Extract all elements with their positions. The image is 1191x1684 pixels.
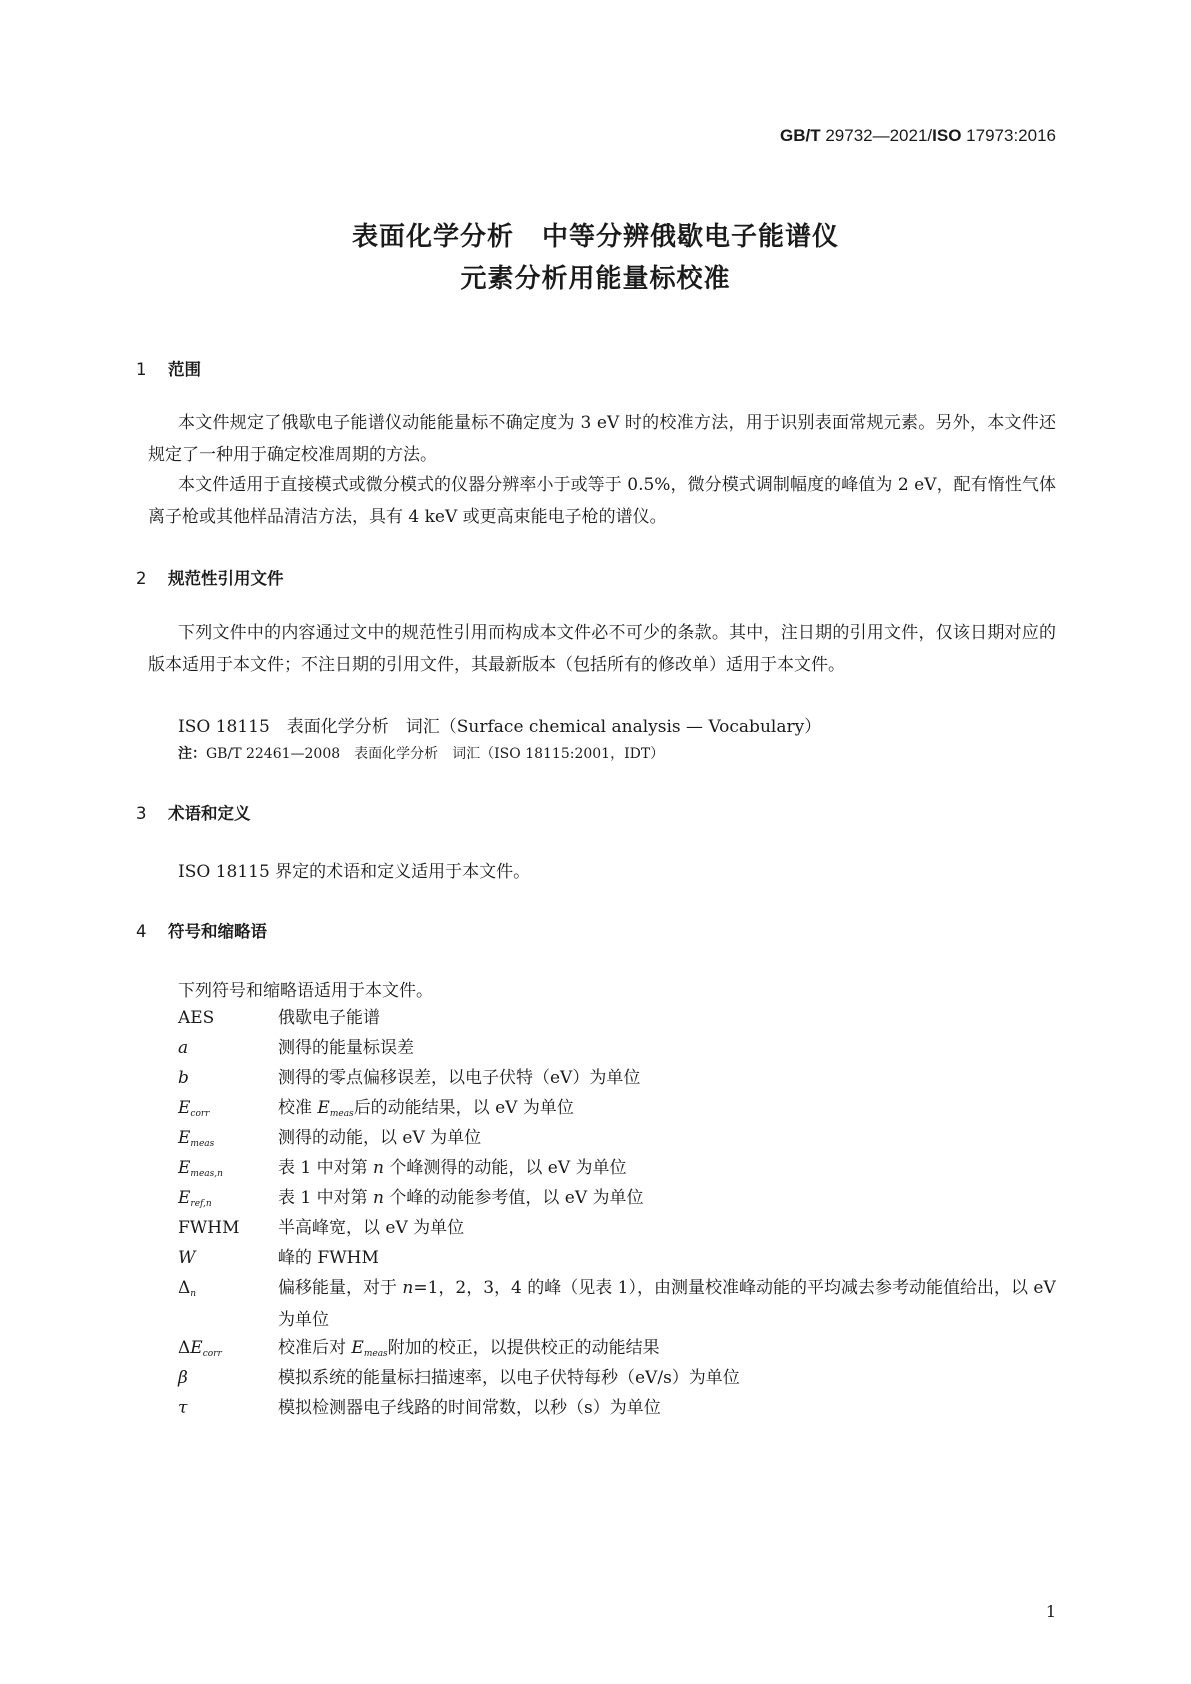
normative-reference: ISO 18115 表面化学分析 词汇（Surface chemical analysis — Vocabulary） xyxy=(178,717,822,737)
section-2-heading: 2 规范性引用文件 xyxy=(136,569,284,588)
section-4-intro: 下列符号和缩略语适用于本文件。 xyxy=(178,981,433,1001)
section-4-heading: 4 符号和缩略语 xyxy=(136,922,267,941)
section-3-paragraph-1: ISO 18115 界定的术语和定义适用于本文件。 xyxy=(178,862,531,882)
section-2-paragraph-1: 下列文件中的内容通过文中的规范性引用而构成本文件必不可少的条款。其中，注日期的引用文件，仅该日期对应的版本适用于本文件；不注日期的引用文件，其最新版本（包括所有的修改单）适用于本文件。 xyxy=(148,623,1056,675)
section-1-heading: 1 范围 xyxy=(136,360,201,379)
section-1-paragraph-1: 本文件规定了俄歇电子能谱仪动能能量标不确定度为 3 eV 时的校准方法，用于识别表面常规元素。另外，本文件还规定了一种用于确定校准周期的方法。 xyxy=(148,413,1056,465)
document-title-line2: 元素分析用能量标校准 xyxy=(460,264,731,294)
section-1-paragraph-2: 本文件适用于直接模式或微分模式的仪器分辨率小于或等于 0.5%，微分模式调制幅度的峰值为 2 eV，配有惰性气体离子枪或其他样品清洁方法，具有 4 keV 或更高束能电子枪的谱仪。 xyxy=(148,475,1056,527)
reference-note: 注：GB/T 22461—2008 表面化学分析 词汇（ISO 18115:2001，IDT） xyxy=(178,746,665,762)
page-number: 1 xyxy=(1045,1602,1056,1621)
document-title-line1: 表面化学分析 中等分辨俄歇电子能谱仪 xyxy=(351,222,840,252)
standard-code: GB/T 29732—2021/ISO 17973:2016 xyxy=(780,126,1056,145)
section-3-heading: 3 术语和定义 xyxy=(136,804,251,823)
